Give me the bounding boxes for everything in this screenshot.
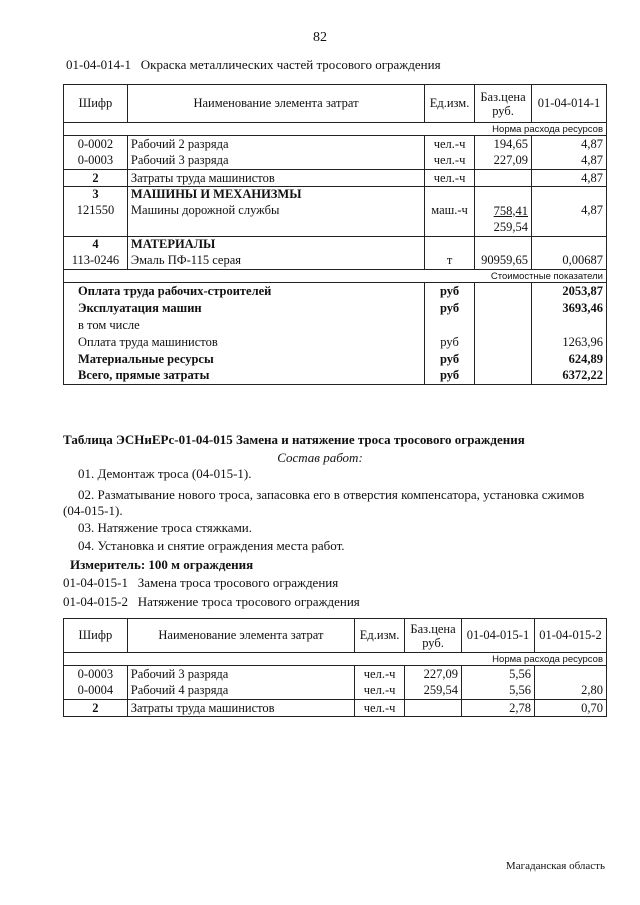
measure-unit: Измеритель: 100 м ограждения: [70, 557, 254, 572]
header-cell: Баз.цена руб.: [405, 619, 462, 653]
table-row: [64, 237, 607, 253]
table-row: [64, 187, 607, 203]
cell-name: Машины дорожной службы: [127, 203, 424, 237]
code-name: Натяжение троса тросового ограждения: [137, 594, 360, 609]
subheader: Стоимостные показатели: [64, 270, 607, 283]
cell-norm-1: 5,56: [462, 666, 535, 683]
cell-price: 227,09: [475, 153, 532, 170]
cost-unit: руб: [425, 368, 475, 385]
cell-name: Рабочий 4 разряда: [127, 683, 354, 700]
price-value-2: 259,54: [493, 219, 528, 234]
section-code: 01-04-014-1: [66, 57, 131, 72]
cost-value: 2053,87: [532, 283, 607, 300]
header-cell: Наименование элемента затрат: [127, 619, 354, 653]
table-row: [64, 683, 607, 700]
cost-name: Эксплуатация машин: [64, 300, 425, 317]
cost-row: [64, 300, 607, 317]
cell-name: МАТЕРИАЛЫ: [127, 237, 424, 253]
cell-norm-2: 0,70: [534, 700, 606, 717]
cost-row: [64, 351, 607, 368]
cell-price: [475, 203, 532, 237]
cell-price: 259,54: [405, 683, 462, 700]
cell-norm: 0,00687: [532, 253, 607, 270]
cell-price: [475, 170, 532, 187]
cell-unit: маш.-ч: [425, 203, 475, 237]
cost-value: 3693,46: [532, 300, 607, 317]
cell-price: 227,09: [405, 666, 462, 683]
section-heading: [66, 57, 441, 73]
cost-value: 1263,96: [532, 334, 607, 351]
cell-norm-2: 2,80: [534, 683, 606, 700]
table-row: [64, 666, 607, 683]
header-cell: Шифр: [64, 619, 128, 653]
cell-code: 0-0003: [64, 666, 128, 683]
work-item: 02. Разматывание нового троса, запасовка его в отверстия компенсатора, установка сжимов: [78, 487, 585, 502]
table-header-row: [64, 85, 607, 123]
cell-name: Затраты труда машинистов: [127, 170, 424, 187]
cell-unit: чел.-ч: [425, 170, 475, 187]
cost-name: Оплата труда машинистов: [64, 334, 425, 351]
cell-code: 3: [64, 187, 128, 203]
cost-value: 624,89: [532, 351, 607, 368]
table-row: [64, 203, 607, 237]
cost-row: [64, 283, 607, 300]
cell-unit: т: [425, 253, 475, 270]
cell-unit: чел.-ч: [355, 666, 405, 683]
work-item: 01. Демонтаж троса (04-015-1).: [78, 466, 252, 481]
table-title: Таблица ЭСНиЕРс-01-04-015 Замена и натяжение троса тросового ограждения: [63, 432, 525, 447]
subheader: Норма расхода ресурсов: [64, 123, 607, 136]
cell-unit: чел.-ч: [355, 683, 405, 700]
cost-row: [64, 317, 607, 334]
cell-norm: 4,87: [532, 203, 607, 237]
cost-unit: руб: [425, 351, 475, 368]
cell-code: 4: [64, 237, 128, 253]
page-number: 82: [313, 30, 327, 45]
cell-name: Рабочий 3 разряда: [127, 153, 424, 170]
cell-name: МАШИНЫ И МЕХАНИЗМЫ: [127, 187, 424, 203]
cell-unit: чел.-ч: [425, 136, 475, 153]
work-item: 04. Установка и снятие ограждения места работ.: [78, 538, 345, 553]
cell-code: 113-0246: [64, 253, 128, 270]
price-value: 758,41: [493, 203, 528, 218]
header-cell: Наименование элемента затрат: [127, 85, 424, 123]
cell-norm: 4,87: [532, 136, 607, 153]
header-cell: 01-04-015-1: [462, 619, 535, 653]
cost-name: Материальные ресурсы: [64, 351, 425, 368]
header-cell: Баз.цена руб.: [475, 85, 532, 123]
cell-price: 90959,65: [475, 253, 532, 270]
cell-name: Рабочий 3 разряда: [127, 666, 354, 683]
composition-heading: Состав работ:: [277, 450, 363, 465]
table-row: [64, 253, 607, 270]
header-cell: 01-04-015-2: [534, 619, 606, 653]
cell-name: Рабочий 2 разряда: [127, 136, 424, 153]
cost-unit: руб: [425, 334, 475, 351]
header-cell: 01-04-014-1: [532, 85, 607, 123]
cell-norm: 4,87: [532, 170, 607, 187]
cell-code: 2: [64, 700, 128, 717]
cell-norm-2: [534, 666, 606, 683]
header-cell: Ед.изм.: [425, 85, 475, 123]
code-id: 01-04-015-2: [63, 594, 128, 609]
work-item-continued: (04-015-1).: [63, 503, 123, 518]
table-header-row: [64, 619, 607, 653]
header-cell: Шифр: [64, 85, 128, 123]
cell-price: [405, 700, 462, 717]
cost-name: Оплата труда рабочих-строителей: [64, 283, 425, 300]
table-row: [64, 153, 607, 170]
code-name: Замена троса тросового ограждения: [137, 575, 339, 590]
cell-code: 121550: [64, 203, 128, 237]
table-row: [64, 170, 607, 187]
cell-code: 2: [64, 170, 128, 187]
cell-norm-1: 2,78: [462, 700, 535, 717]
resource-table-2: [63, 618, 607, 717]
cost-unit: руб: [425, 300, 475, 317]
subheader: Норма расхода ресурсов: [64, 653, 607, 666]
cell-unit: чел.-ч: [355, 700, 405, 717]
work-item: 03. Натяжение троса стяжками.: [78, 520, 253, 535]
footer-region: Магаданская область: [505, 860, 605, 872]
cell-price: 194,65: [475, 136, 532, 153]
code-id: 01-04-015-1: [63, 575, 128, 590]
cell-code: 0-0004: [64, 683, 128, 700]
cell-unit: чел.-ч: [425, 153, 475, 170]
cell-name: Затраты труда машинистов: [127, 700, 354, 717]
cost-value: 6372,22: [532, 368, 607, 385]
cost-row: [64, 334, 607, 351]
cell-name: Эмаль ПФ-115 серая: [127, 253, 424, 270]
section-title: Окраска металлических частей тросового ограждения: [140, 57, 441, 72]
cell-norm: 4,87: [532, 153, 607, 170]
code-line: [63, 594, 360, 610]
cost-unit: руб: [425, 283, 475, 300]
table-row: [64, 136, 607, 153]
cell-code: 0-0002: [64, 136, 128, 153]
cell-code: 0-0003: [64, 153, 128, 170]
cost-row: [64, 368, 607, 385]
table-row: [64, 700, 607, 717]
resource-table-1: [63, 84, 607, 385]
cost-name: в том числе: [64, 317, 425, 334]
cell-norm-1: 5,56: [462, 683, 535, 700]
cost-name: Всего, прямые затраты: [64, 368, 425, 385]
code-line: [63, 575, 338, 591]
header-cell: Ед.изм.: [355, 619, 405, 653]
